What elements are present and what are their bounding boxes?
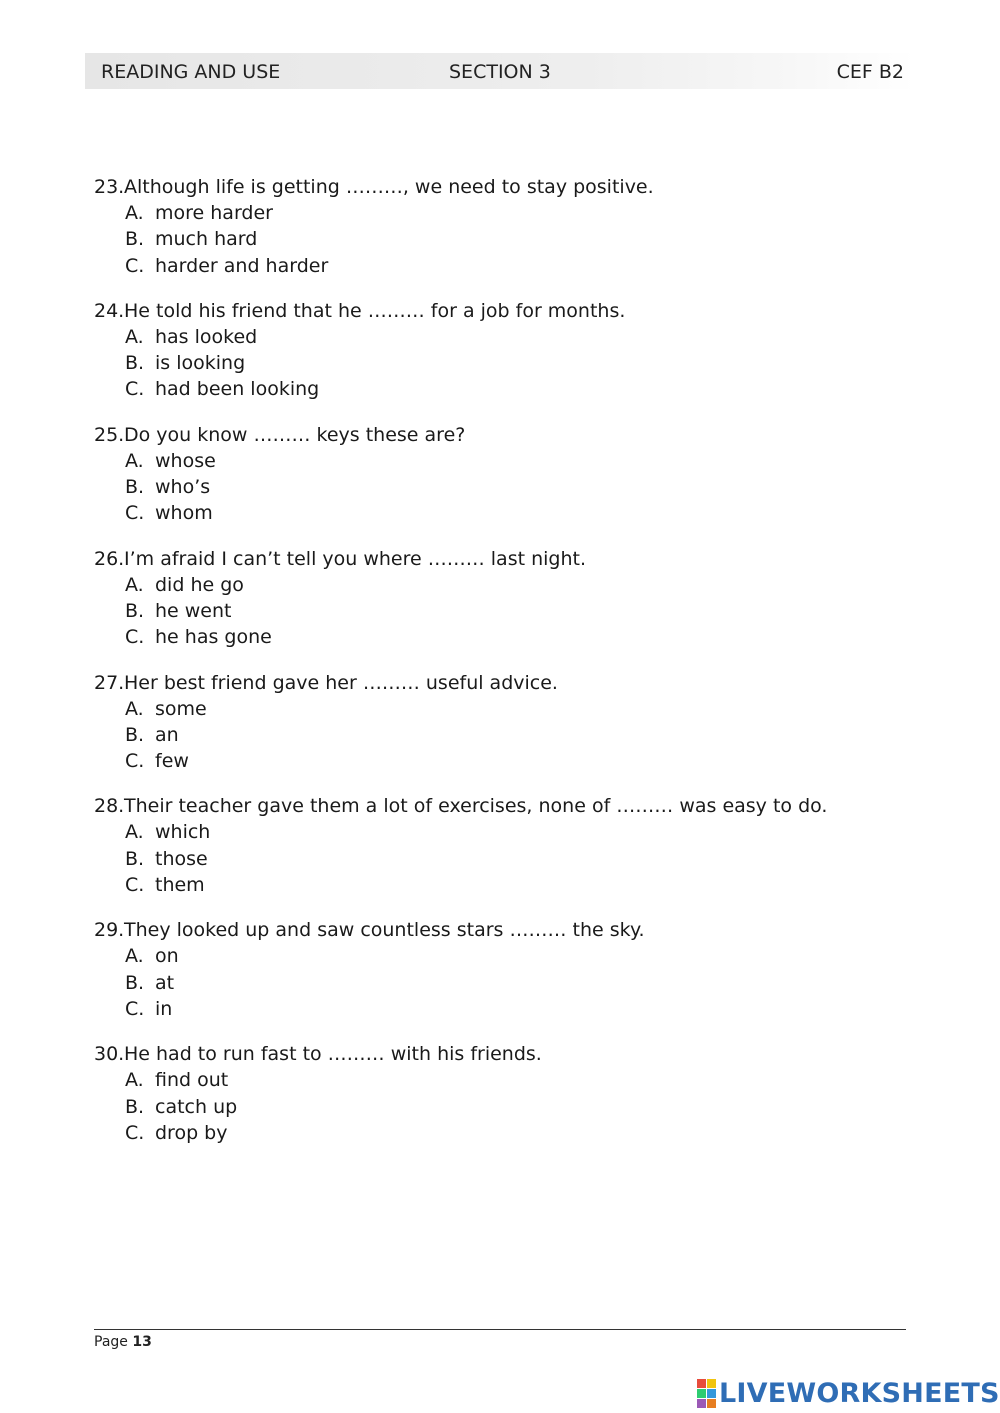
question-stem [94,793,894,819]
option-text: is looking [155,352,246,375]
option-letter: A. [125,697,144,720]
answer-option[interactable] [94,722,894,748]
answer-option[interactable] [94,748,894,774]
footer-divider [94,1329,906,1330]
option-text: drop by [155,1121,228,1144]
option-text: some [155,697,207,720]
question-text: Their teacher gave them a lot of exercises, none of ……… was easy to do. [124,795,828,818]
question-text: Do you know ……… keys these are? [124,423,466,446]
option-letter: B. [125,723,145,746]
option-letter: B. [125,1095,145,1118]
question-list [94,174,894,1165]
page-label: Page [94,1334,128,1350]
logo-tile [697,1389,706,1398]
brand-name: LIVEWORKSHEETS [719,1377,1000,1409]
question-text: I’m afraid I can’t tell you where ……… last night. [124,547,587,570]
answer-option[interactable] [94,1120,894,1146]
option-text: them [155,874,205,897]
option-text: find out [155,1069,229,1092]
option-letter: A. [125,573,144,596]
liveworksheets-logo[interactable] [697,1376,1000,1410]
option-letter: B. [125,476,145,499]
answer-option[interactable] [94,996,894,1022]
option-text: those [155,847,208,870]
option-text: catch up [155,1095,238,1118]
question-number: 28. [94,795,125,818]
question-text: He told his friend that he ……… for a job for months. [124,299,626,322]
option-letter: C. [125,626,145,649]
option-letter: A. [125,325,144,348]
header-level: CEF B2 [836,61,904,83]
option-letter: A. [125,449,144,472]
answer-option[interactable] [94,324,894,350]
answer-option[interactable] [94,1094,894,1120]
answer-option[interactable] [94,819,894,845]
question-number: 25. [94,423,125,446]
question-item [94,917,894,1022]
question-text: They looked up and saw countless stars ……… the sky. [124,919,645,942]
option-letter: B. [125,352,145,375]
answer-option[interactable] [94,598,894,624]
question-stem [94,174,894,200]
answer-option[interactable] [94,872,894,898]
answer-option[interactable] [94,572,894,598]
question-item [94,546,894,651]
logo-tile [707,1379,716,1388]
answer-option[interactable] [94,376,894,402]
option-letter: B. [125,971,145,994]
question-item [94,793,894,898]
question-item [94,1041,894,1146]
option-text: has looked [155,325,258,348]
answer-option[interactable] [94,970,894,996]
question-number: 30. [94,1043,125,1066]
answer-option[interactable] [94,696,894,722]
option-letter: B. [125,599,145,622]
option-letter: C. [125,254,145,277]
option-letter: C. [125,997,145,1020]
answer-option[interactable] [94,474,894,500]
option-letter: A. [125,821,144,844]
option-text: at [155,971,175,994]
answer-option[interactable] [94,846,894,872]
answer-option[interactable] [94,1067,894,1093]
option-text: harder and harder [155,254,329,277]
option-letter: A. [125,945,144,968]
option-text: he has gone [155,626,272,649]
question-stem [94,298,894,324]
option-letter: B. [125,228,145,251]
question-stem [94,1041,894,1067]
option-text: who’s [155,476,211,499]
option-text: whom [155,502,213,525]
option-letter: A. [125,1069,144,1092]
question-stem [94,670,894,696]
option-letter: C. [125,502,145,525]
question-stem [94,422,894,448]
question-stem [94,917,894,943]
question-text: Although life is getting ………, we need to stay positive. [124,176,654,198]
question-number: 26. [94,547,125,570]
question-number: 29. [94,919,125,942]
option-text: whose [155,449,216,472]
page-footer [94,1334,152,1350]
option-letter: A. [125,202,144,224]
option-text: few [155,750,189,773]
answer-option[interactable] [94,226,894,252]
question-item [94,298,894,403]
logo-tile [697,1399,706,1408]
answer-option[interactable] [94,624,894,650]
option-text: more harder [155,202,273,224]
question-text: Her best friend gave her ……… useful advice. [124,671,558,694]
option-letter: C. [125,378,145,401]
logo-tile [707,1389,716,1398]
option-text: had been looking [155,378,320,401]
header-section: SECTION 3 [449,61,551,83]
option-letter: C. [125,750,145,773]
option-text: did he go [155,573,244,596]
option-text: an [155,723,179,746]
option-letter: B. [125,847,145,870]
page-number: 13 [132,1334,152,1350]
logo-tile [707,1399,716,1408]
answer-option[interactable] [94,500,894,526]
option-text: much hard [155,228,258,251]
option-text: which [155,821,211,844]
question-number: 24. [94,299,125,322]
option-letter: C. [125,1121,145,1144]
liveworksheets-icon [697,1379,716,1408]
logo-tile [697,1379,706,1388]
header-left-title: READING AND USE [101,61,281,83]
question-number: 27. [94,671,125,694]
question-number: 23. [94,176,125,198]
question-text: He had to run fast to ……… with his friends. [124,1043,542,1066]
answer-option[interactable] [94,350,894,376]
answer-option[interactable] [94,448,894,474]
option-text: on [155,945,179,968]
question-item [94,670,894,775]
option-text: he went [155,599,232,622]
page-header [85,53,915,89]
question-item [94,174,894,279]
question-item [94,422,894,527]
answer-option[interactable] [94,200,894,226]
question-stem [94,546,894,572]
option-text: in [155,997,173,1020]
answer-option[interactable] [94,253,894,279]
option-letter: C. [125,874,145,897]
answer-option[interactable] [94,943,894,969]
